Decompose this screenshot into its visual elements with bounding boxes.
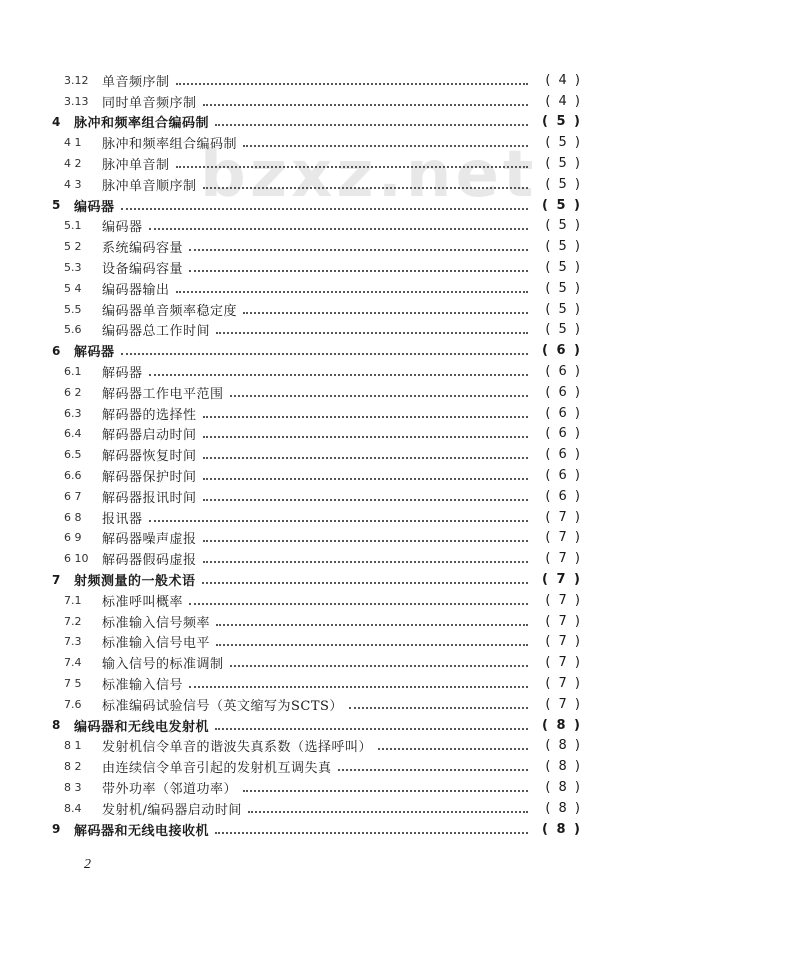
toc-entry-page: ( 4 ) (545, 72, 582, 88)
toc-entry-page: ( 6 ) (545, 384, 582, 400)
dot-leader (203, 415, 528, 418)
toc-entry-page: ( 5 ) (545, 260, 582, 276)
dot-leader (243, 789, 528, 792)
toc-section-entry (0, 70, 800, 91)
toc-entry-number: 6.5 (64, 448, 82, 462)
toc-entry-page: ( 6 ) (545, 405, 582, 421)
dot-leader (203, 560, 528, 563)
toc-entry-title: 射频测量的一般术语 (74, 574, 196, 590)
toc-section-entry (0, 673, 800, 694)
dot-leader (203, 435, 528, 438)
toc-entry-title: 解码器报讯时间 (102, 490, 197, 506)
toc-entry-title: 发射机信令单音的谐波失真系数（选择呼叫） (102, 740, 373, 756)
toc-entry-number: 7.3 (64, 635, 82, 649)
toc-entry-number: 4 (52, 114, 61, 129)
toc-entry-title: 脉冲和频率组合编码制 (102, 137, 238, 153)
toc-entry-title: 同时单音频序制 (102, 95, 197, 111)
toc-entry-page: ( 7 ) (545, 676, 582, 691)
toc-section-entry (0, 153, 800, 174)
toc-entry-title: 解码器 (102, 366, 143, 382)
toc-entry-number: 6 (52, 343, 61, 358)
toc-entry-number: 5.1 (64, 219, 82, 233)
toc-section-entry (0, 278, 800, 299)
toc-entry-page: ( 5 ) (545, 280, 582, 296)
dot-leader (176, 290, 528, 293)
toc-entry-page: ( 6 ) (542, 343, 582, 359)
toc-entry-number: 6.6 (64, 469, 82, 483)
toc-entry-number: 8 2 (64, 760, 82, 774)
toc-entry-page: ( 8 ) (542, 821, 582, 837)
toc-section-entry (0, 694, 800, 715)
toc-entry-title: 解码器恢复时间 (102, 449, 197, 465)
toc-section-entry (0, 320, 800, 341)
toc-entry-title: 脉冲单音顺序制 (102, 178, 197, 194)
toc-section-entry (0, 132, 800, 153)
toc-entry-number: 7.6 (64, 697, 82, 711)
toc-section-entry (0, 403, 800, 424)
toc-section-entry (0, 798, 800, 819)
dot-leader (243, 311, 528, 314)
toc-entry-title: 编码器和无线电发射机 (74, 719, 210, 735)
toc-entry-number: 5.3 (64, 261, 82, 275)
toc-entry-number: 7.1 (64, 593, 82, 607)
toc-entry-page: ( 6 ) (545, 488, 582, 504)
toc-entry-number: 4 3 (64, 177, 82, 191)
toc-entry-number: 3.13 (64, 94, 89, 108)
toc-entry-page: ( 7 ) (545, 509, 582, 525)
toc-entry-page: ( 8 ) (542, 717, 582, 733)
toc-section-entry (0, 257, 800, 278)
dot-leader (203, 498, 528, 501)
toc-entry-page: ( 5 ) (542, 197, 582, 213)
toc-section-entry (0, 507, 800, 528)
toc-entry-title: 解码器噪声虚报 (102, 532, 197, 548)
toc-section-entry (0, 756, 800, 777)
toc-chapter-entry (0, 569, 800, 590)
toc-entry-page: ( 5 ) (545, 322, 582, 338)
dot-leader (349, 706, 528, 709)
toc-entry-title: 解码器启动时间 (102, 428, 197, 444)
toc-entry-page: ( 5 ) (542, 114, 582, 130)
toc-entry-page: ( 7 ) (545, 696, 582, 712)
dot-leader (189, 685, 528, 688)
toc-entry-page: ( 7 ) (542, 572, 582, 588)
toc-entry-page: ( 7 ) (545, 530, 582, 546)
toc-entry-number: 5 4 (64, 281, 82, 295)
dot-leader (149, 227, 528, 230)
toc-entry-number: 6 7 (64, 489, 82, 503)
toc-entry-number: 5 (52, 198, 61, 213)
toc-section-entry (0, 361, 800, 382)
toc-entry-title: 脉冲单音制 (102, 158, 170, 174)
toc-entry-title: 由连续信令单音引起的发射机互调失真 (102, 761, 332, 777)
toc-entry-title: 输入信号的标准调制 (102, 657, 224, 673)
toc-entry-number: 3.12 (64, 73, 89, 87)
toc-entry-page: ( 5 ) (545, 301, 582, 317)
toc-section-entry (0, 444, 800, 465)
toc-section-entry (0, 236, 800, 257)
toc-entry-number: 6.1 (64, 365, 82, 379)
toc-entry-number: 6 2 (64, 385, 82, 399)
toc-entry-title: 报讯器 (102, 511, 143, 527)
toc-entry-title: 单音频序制 (102, 74, 170, 90)
toc-section-entry (0, 382, 800, 403)
toc-section-entry (0, 91, 800, 112)
dot-leader (176, 165, 528, 168)
toc-entry-number: 5.6 (64, 323, 82, 337)
toc-entry-page: ( 8 ) (545, 759, 582, 775)
toc-section-entry (0, 590, 800, 611)
toc-entry-title: 解码器工作电平范围 (102, 386, 224, 402)
toc-chapter-entry (0, 195, 800, 216)
dot-leader (203, 456, 528, 459)
dot-leader (189, 269, 528, 272)
toc-entry-number: 6 10 (64, 552, 89, 566)
toc-entry-page: ( 7 ) (545, 551, 582, 567)
toc-entry-title: 解码器和无线电接收机 (74, 823, 210, 839)
toc-entry-page: ( 5 ) (545, 156, 582, 172)
toc-entry-title: 发射机/编码器启动时间 (102, 802, 242, 818)
dot-leader (176, 82, 528, 85)
toc-section-entry (0, 174, 800, 195)
toc-entry-number: 5.5 (64, 302, 82, 316)
dot-leader (121, 207, 528, 210)
dot-leader (216, 623, 528, 626)
dot-leader (189, 602, 528, 605)
toc-entry-title: 脉冲和频率组合编码制 (74, 116, 210, 132)
toc-entry-page: ( 7 ) (545, 592, 582, 608)
toc-entry-page: ( 8 ) (545, 738, 582, 754)
toc-entry-number: 6 9 (64, 531, 82, 545)
toc-entry-page: ( 8 ) (545, 779, 582, 795)
dot-leader (338, 768, 528, 771)
dot-leader (203, 477, 528, 480)
toc-entry-title: 标准编码试验信号（英文缩写为SCTS） (102, 698, 343, 714)
toc-entry-page: ( 5 ) (545, 135, 582, 151)
dot-leader (230, 664, 528, 667)
toc-entry-number: 6 8 (64, 510, 82, 524)
toc-entry-number: 7.2 (64, 614, 82, 628)
toc-entry-title: 编码器 (102, 220, 143, 236)
toc-entry-page: ( 5 ) (545, 176, 582, 192)
dot-leader (149, 519, 528, 522)
toc-entry-number: 7 (52, 572, 61, 587)
toc-entry-page: ( 6 ) (545, 447, 582, 463)
toc-section-entry (0, 611, 800, 632)
dot-leader (203, 186, 528, 189)
dot-leader (230, 394, 528, 397)
dot-leader (189, 248, 528, 251)
dot-leader (216, 643, 528, 646)
toc-entry-number: 6.4 (64, 427, 82, 441)
toc-entry-title: 编码器输出 (102, 282, 170, 298)
table-of-contents (0, 70, 800, 839)
toc-section-entry (0, 548, 800, 569)
toc-chapter-entry (0, 340, 800, 361)
dot-leader (203, 539, 528, 542)
toc-entry-title: 解码器 (74, 345, 115, 361)
toc-entry-number: 7 5 (64, 677, 82, 690)
dot-leader (215, 831, 528, 834)
toc-entry-title: 编码器总工作时间 (102, 324, 211, 340)
toc-section-entry (0, 652, 800, 673)
toc-entry-page: ( 8 ) (545, 800, 582, 816)
dot-leader (202, 581, 528, 584)
toc-entry-number: 6.3 (64, 406, 82, 420)
toc-entry-title: 标准输入信号频率 (102, 615, 211, 631)
toc-entry-page: ( 5 ) (545, 218, 582, 234)
dot-leader (203, 103, 528, 106)
toc-entry-page: ( 7 ) (545, 634, 582, 650)
toc-section-entry (0, 486, 800, 507)
toc-entry-number: 7.4 (64, 656, 82, 670)
toc-entry-number: 9 (52, 822, 61, 837)
page-number: 2 (84, 857, 91, 872)
toc-entry-title: 系统编码容量 (102, 241, 184, 257)
dot-leader (215, 123, 528, 126)
dot-leader (149, 373, 528, 376)
toc-section-entry (0, 299, 800, 320)
toc-chapter-entry (0, 112, 800, 133)
toc-entry-title: 解码器保护时间 (102, 470, 197, 486)
toc-section-entry (0, 424, 800, 445)
toc-section-entry (0, 777, 800, 798)
toc-entry-number: 8 3 (64, 780, 82, 794)
toc-section-entry (0, 736, 800, 757)
toc-section-entry (0, 632, 800, 653)
dot-leader (215, 727, 528, 730)
toc-entry-title: 解码器的选择性 (102, 407, 197, 423)
toc-entry-page: ( 5 ) (545, 239, 582, 255)
toc-entry-number: 5 2 (64, 240, 82, 254)
toc-entry-title: 设备编码容量 (102, 262, 184, 278)
toc-entry-page: ( 7 ) (545, 613, 582, 629)
dot-leader (378, 747, 528, 750)
toc-entry-page: ( 6 ) (545, 468, 582, 484)
toc-entry-title: 解码器假码虚报 (102, 553, 197, 569)
toc-chapter-entry (0, 819, 800, 840)
toc-chapter-entry (0, 715, 800, 736)
toc-entry-number: 4 2 (64, 157, 82, 171)
toc-entry-number: 8.4 (64, 801, 82, 815)
watermark: bzxz.net (200, 138, 538, 212)
toc-section-entry (0, 216, 800, 237)
dot-leader (216, 331, 528, 334)
toc-entry-title: 带外功率（邻道功率） (102, 781, 238, 797)
toc-entry-number: 8 1 (64, 739, 82, 753)
toc-entry-title: 标准输入信号电平 (102, 636, 211, 652)
dot-leader (248, 810, 528, 813)
toc-entry-page: ( 6 ) (545, 364, 582, 380)
toc-entry-title: 标准输入信号 (102, 678, 184, 693)
toc-entry-number: 8 (52, 718, 61, 733)
toc-entry-page: ( 7 ) (545, 655, 582, 671)
toc-entry-number: 4 1 (64, 136, 82, 150)
toc-section-entry (0, 465, 800, 486)
toc-entry-title: 标准呼叫概率 (102, 594, 184, 610)
toc-section-entry (0, 528, 800, 549)
dot-leader (243, 144, 528, 147)
toc-entry-title: 编码器单音频率稳定度 (102, 303, 238, 319)
dot-leader (121, 352, 528, 355)
toc-entry-page: ( 4 ) (545, 93, 582, 109)
toc-entry-title: 编码器 (74, 199, 115, 215)
toc-entry-page: ( 6 ) (545, 426, 582, 442)
